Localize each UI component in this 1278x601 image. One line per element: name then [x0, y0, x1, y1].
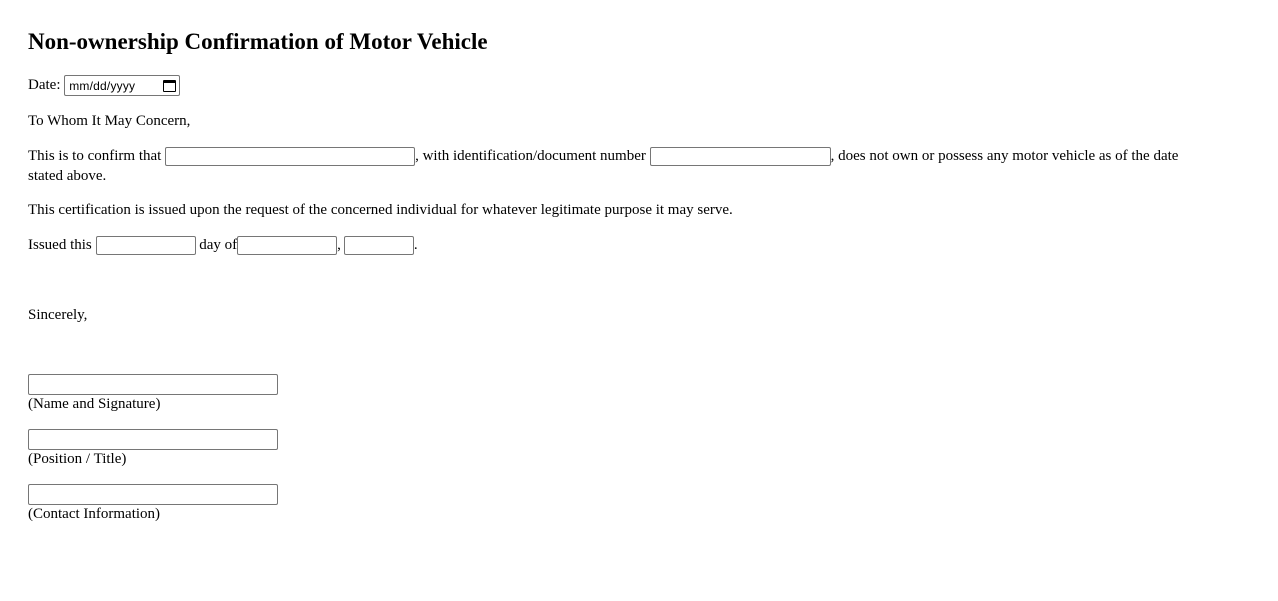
- confirm-prefix: This is to confirm that: [28, 148, 162, 164]
- date-placeholder: mm/dd/yyyy: [69, 78, 136, 93]
- confirm-middle: , with identification/document number: [415, 148, 646, 164]
- name-signature-input[interactable]: [28, 374, 278, 395]
- date-input[interactable]: [64, 75, 180, 96]
- salutation: To Whom It May Concern,: [28, 113, 191, 129]
- page-title: Non-ownership Confirmation of Motor Vehicle: [28, 29, 488, 54]
- confirm-suffix: , does not own or possess any motor vehicle as of the date: [830, 148, 1179, 164]
- issued-row: [28, 235, 418, 255]
- contact-info-input[interactable]: [28, 484, 278, 505]
- year-input[interactable]: [344, 236, 414, 255]
- closing: Sincerely,: [28, 307, 88, 323]
- position-title-input[interactable]: [28, 429, 278, 450]
- contact-info-caption: (Contact Information): [28, 506, 161, 522]
- confirm-line-2: stated above.: [28, 168, 107, 184]
- id-number-input[interactable]: [650, 147, 831, 166]
- person-name-input[interactable]: [165, 147, 415, 166]
- issued-comma: ,: [337, 237, 341, 253]
- day-input[interactable]: [96, 236, 196, 255]
- date-label: Date:: [28, 77, 61, 93]
- calendar-icon[interactable]: [163, 80, 176, 92]
- issued-prefix: Issued this: [28, 237, 92, 253]
- confirm-line-1: [28, 146, 1178, 166]
- month-input[interactable]: [237, 236, 337, 255]
- purpose-text: This certification is issued upon the request of the concerned individual for whatever legitimate purpose it may serve.: [28, 202, 733, 218]
- name-signature-caption: (Name and Signature): [28, 396, 161, 412]
- day-of-text: day of: [199, 237, 238, 253]
- date-row: [28, 75, 180, 96]
- position-title-caption: (Position / Title): [28, 451, 127, 467]
- issued-period: .: [413, 237, 418, 253]
